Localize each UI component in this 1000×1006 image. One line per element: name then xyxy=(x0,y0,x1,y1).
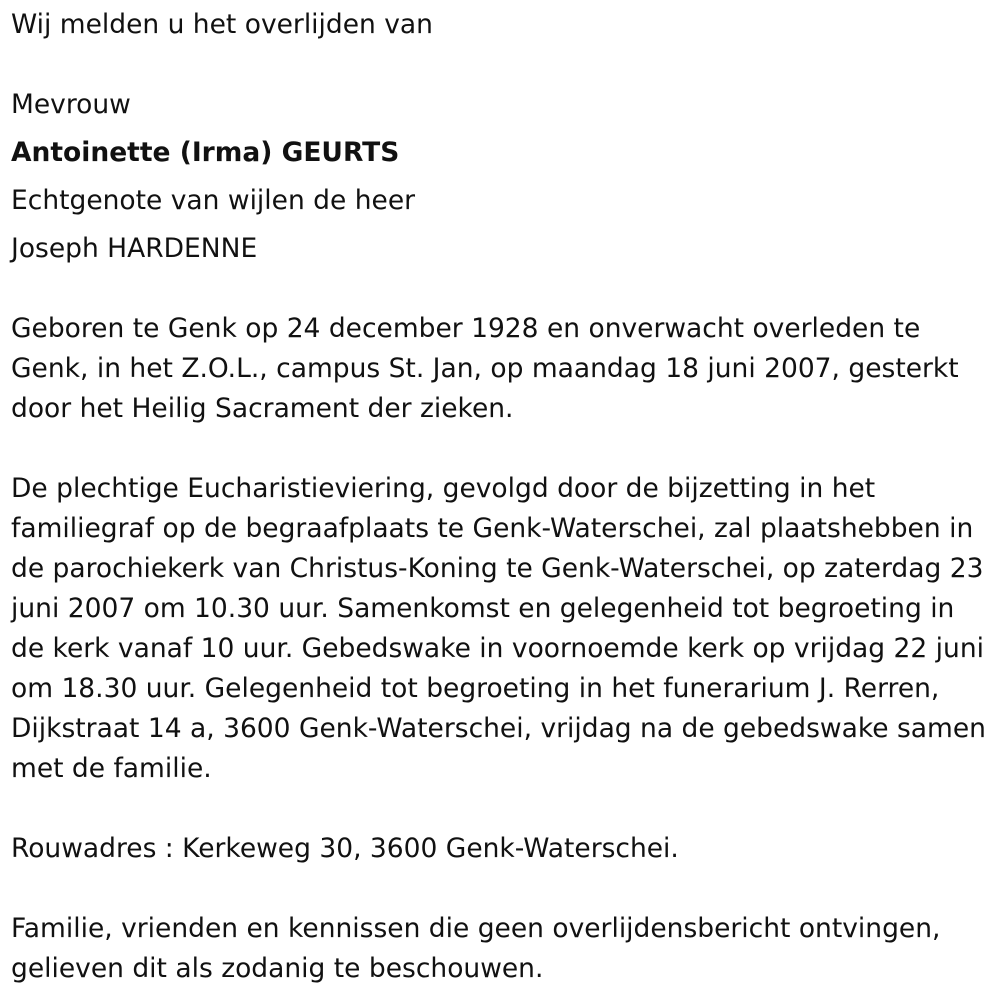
title-prefix: Mevrouw xyxy=(11,89,131,120)
paragraph-line: om 18.30 uur. Gelegenheid tot begroeting in het funerarium J. Rerren, xyxy=(11,673,940,704)
spouse-name: Joseph HARDENNE xyxy=(11,233,258,264)
spacer xyxy=(11,125,991,133)
paragraph-line: Dijkstraat 14 a, 3600 Genk-Waterschei, vrijdag na de gebedswake samen xyxy=(11,713,986,744)
ceremony-paragraph xyxy=(11,469,991,789)
paragraph-line: Genk, in het Z.O.L., campus St. Jan, op maandag 18 juni 2007, gesterkt xyxy=(11,353,959,384)
spacer xyxy=(11,269,991,309)
paragraph-line: met de familie. xyxy=(11,753,212,784)
spacer xyxy=(11,789,991,829)
paragraph-line: de kerk vanaf 10 uur. Gebedswake in voornoemde kerk op vrijdag 22 juni xyxy=(11,633,984,664)
spacer xyxy=(11,869,991,909)
spouse-label: Echtgenote van wijlen de heer xyxy=(11,185,416,216)
paragraph-line: de parochiekerk van Christus-Koning te Genk-Waterschei, op zaterdag 23 xyxy=(11,553,984,584)
paragraph-line: Geboren te Genk op 24 december 1928 en onverwacht overleden te xyxy=(11,313,921,344)
death-notice xyxy=(11,0,991,989)
spacer xyxy=(11,173,991,181)
paragraph-line: Familie, vrienden en kennissen die geen overlijdensbericht ontvingen, xyxy=(11,913,941,944)
spacer xyxy=(11,429,991,469)
deceased-name: Antoinette (Irma) GEURTS xyxy=(11,137,400,168)
paragraph-line: door het Heilig Sacrament der zieken. xyxy=(11,393,514,424)
paragraph-line: gelieven dit als zodanig te beschouwen. xyxy=(11,953,544,984)
paragraph-line: De plechtige Eucharistieviering, gevolgd door de bijzetting in het xyxy=(11,473,876,504)
closing-paragraph xyxy=(11,909,991,989)
birth-death-paragraph xyxy=(11,309,991,429)
spacer xyxy=(11,221,991,229)
paragraph-line: juni 2007 om 10.30 uur. Samenkomst en gelegenheid tot begroeting in xyxy=(11,593,955,624)
paragraph-line: familiegraf op de begraafplaats te Genk-Waterschei, zal plaatshebben in xyxy=(11,513,974,544)
spacer xyxy=(11,45,991,85)
mourning-address: Rouwadres : Kerkeweg 30, 3600 Genk-Waterschei. xyxy=(11,833,679,864)
intro-text: Wij melden u het overlijden van xyxy=(11,9,433,40)
